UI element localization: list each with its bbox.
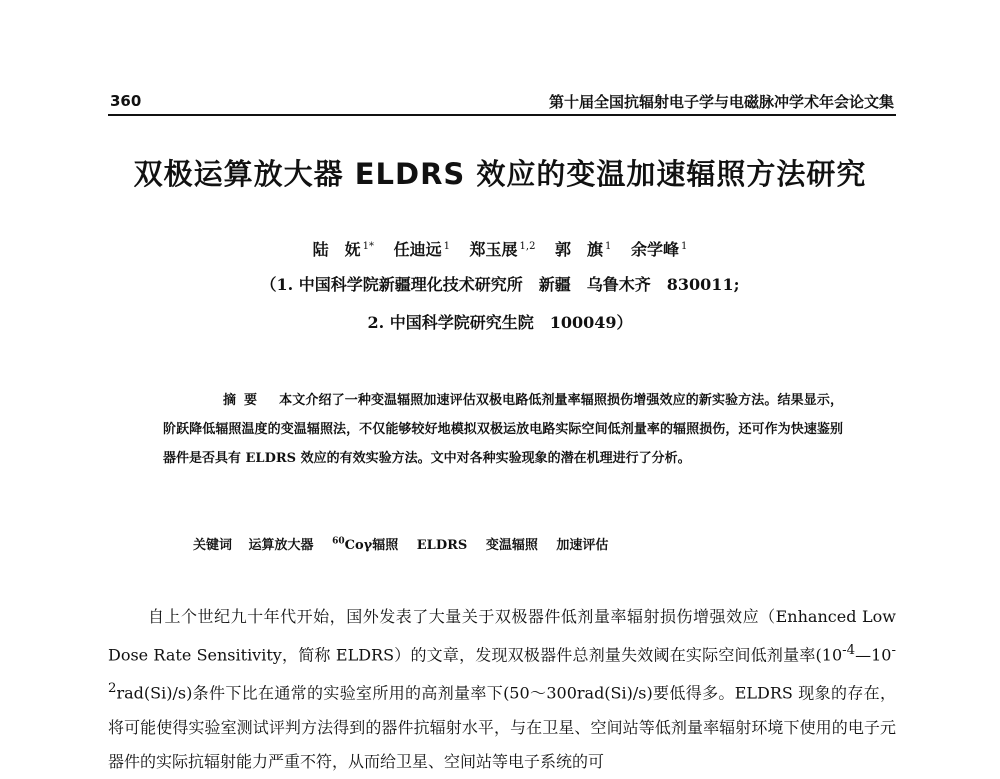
author-affiliation-mark: 1	[443, 240, 450, 252]
body-text-segment: 自上个世纪九十年代开始，国外发表了大量关于双极器件低剂量率辐射损伤增强效应（Enhanced Low Dose Rate Sensitivity，简称 ELDRS）的文章，发现双极器件总剂量失效阈在实际空间低剂量率(10	[108, 607, 896, 665]
author-2	[394, 237, 450, 260]
affiliation-line-2: 2. 中国科学院研究生院 100049）	[367, 313, 633, 332]
author-affiliation-mark: 1,2	[519, 240, 536, 252]
keywords-label: 关键词	[193, 538, 233, 553]
author-1	[313, 237, 374, 260]
body-text-segment: rad(Si)/s)条件下比在通常的实验室所用的高剂量率下(50～300rad(Si)/s)要低得多。ELDRS 现象的存在，将可能使得实验室测试评判方法得到的器件抗辐射水平，与在卫星、空间站等低剂量率辐射环境下使用的电子元器件的实际抗辐射能力严重不符，从而给卫星、空间站等电子系统的可	[108, 683, 896, 771]
author-name: 陆 妩	[312, 240, 361, 259]
abstract-paragraph	[163, 386, 843, 473]
author-name: 任迪远	[393, 240, 442, 259]
keyword: Coγ辐照	[344, 538, 399, 553]
author-affiliation-mark: 1	[605, 240, 612, 252]
body-text	[108, 600, 896, 779]
paper-title: 双极运算放大器 ELDRS 效应的变温加速辐照方法研究	[133, 157, 867, 191]
keyword: ELDRS	[416, 538, 468, 553]
abstract	[163, 386, 843, 473]
author-3	[470, 237, 536, 260]
body-paragraph	[108, 600, 896, 779]
author-name: 郭 旗	[555, 240, 604, 259]
keyword: 变温辐照	[485, 538, 538, 553]
abstract-label: 摘要	[223, 393, 266, 408]
keywords	[193, 534, 873, 553]
exponent: -2	[108, 643, 896, 697]
keyword-cobalt	[332, 534, 398, 553]
body-text-segment: —10	[855, 645, 892, 665]
abstract-text: 本文介绍了一种变温辐照加速评估双极电路低剂量率辐照损伤增强效应的新实验方法。结果显示，阶跃降低辐照温度的变温辐照法，不仅能够较好地模拟双极运放电路实际空间低剂量率的辐照损伤，还可作为快速鉴别器件是否具有 ELDRS 效应的有效实验方法。文中对各种实验现象的潜在机理进行了分析。	[163, 393, 843, 466]
keyword: 加速评估	[556, 538, 609, 553]
author-affiliation-mark: 1*	[362, 240, 374, 252]
running-header	[108, 88, 896, 116]
author-name: 郑玉展	[469, 240, 518, 259]
author-list	[0, 237, 1000, 260]
keyword: 运算放大器	[248, 538, 314, 553]
author-affiliation-mark: 1	[681, 240, 688, 252]
journal-title: 第十届全国抗辐射电子学与电磁脉冲学术年会论文集	[548, 93, 894, 111]
isotope-mass-number: 60	[332, 536, 345, 547]
author-name: 余学峰	[631, 240, 680, 259]
author-4	[555, 237, 611, 260]
author-5	[631, 237, 687, 260]
affiliation-line-1: （1. 中国科学院新疆理化技术研究所 新疆 乌鲁木齐 830011;	[260, 275, 740, 294]
page-number: 360	[110, 92, 142, 110]
exponent: -4	[842, 643, 856, 658]
